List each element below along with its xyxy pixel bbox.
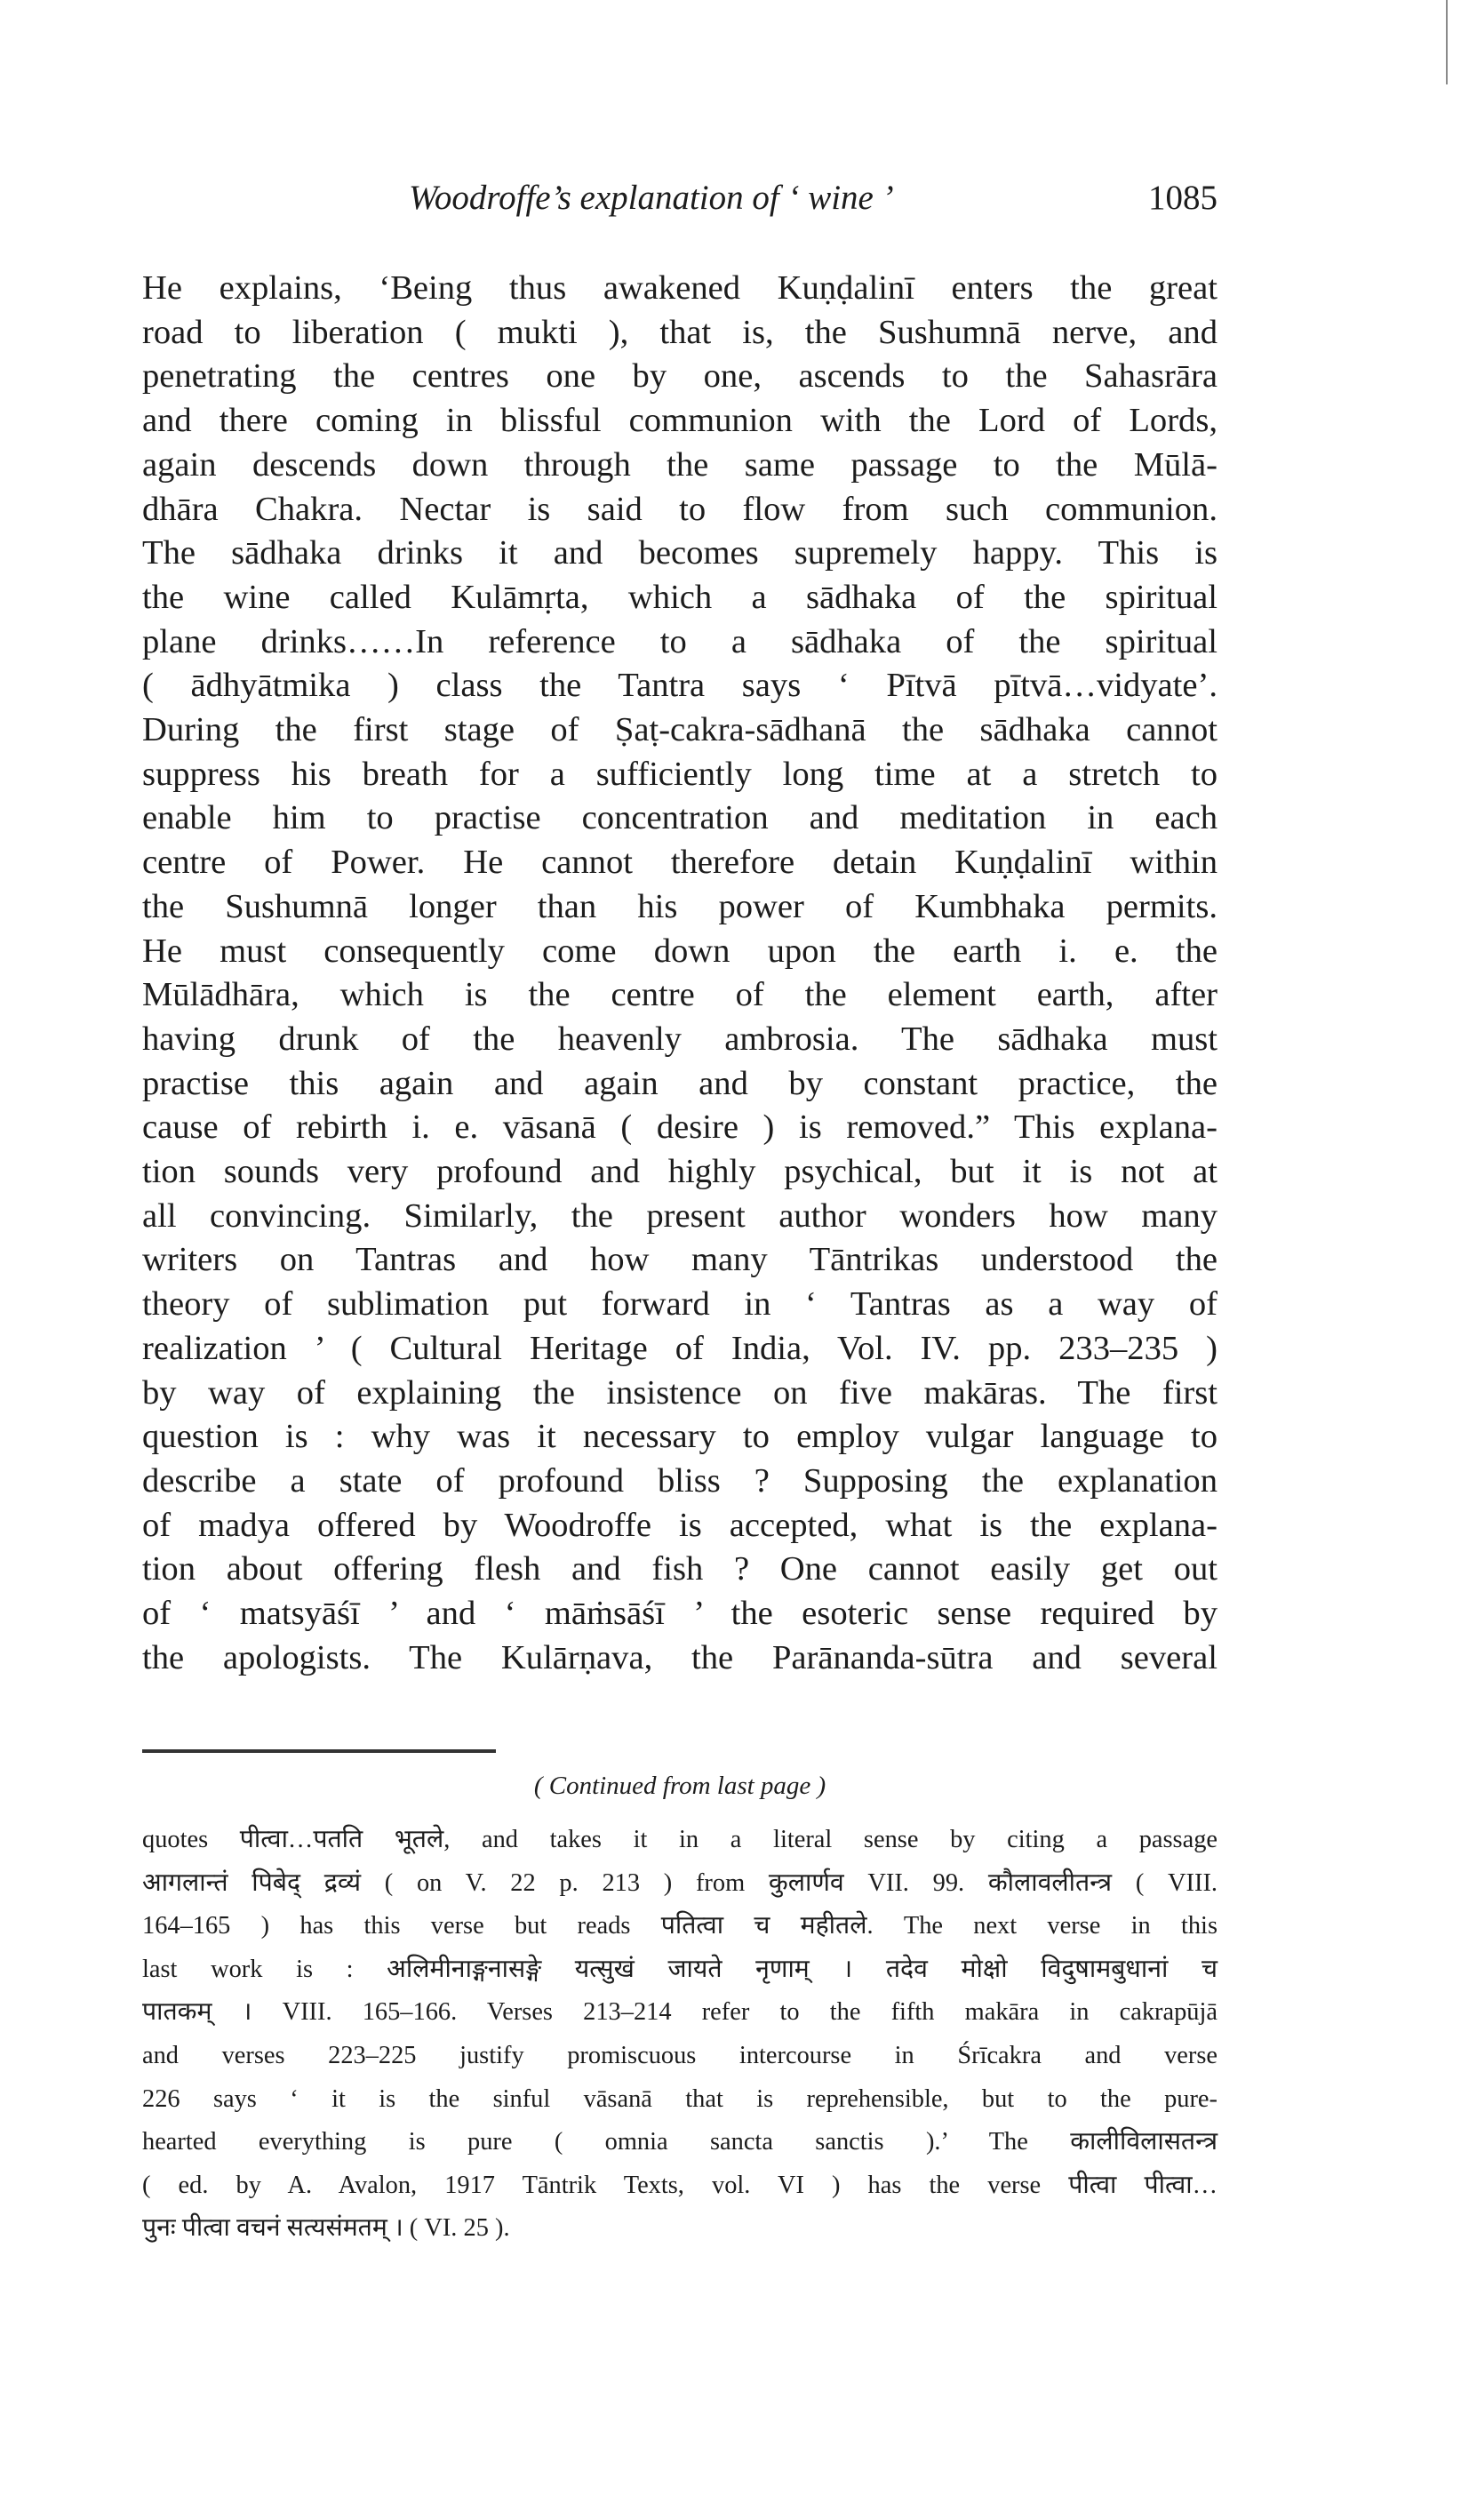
body-text-line: practise this again and again and by constant practice, the <box>142 1064 1218 1102</box>
running-head-title: Woodroffe’s explanation of ‘ wine ’ <box>409 179 894 217</box>
running-head <box>142 178 1218 231</box>
body-text-line: road to liberation ( mukti ), that is, the Sushumnā nerve, and <box>142 313 1218 351</box>
footnote-line: and verses 223–225 justify promiscuous intercourse in Śrīcakra and verse <box>142 2041 1218 2069</box>
body-text-line: question is : why was it necessary to employ vulgar language to <box>142 1418 1218 1456</box>
body-text-line: enable him to practise concentration and meditation in each <box>142 799 1218 837</box>
body-text-line: centre of Power. He cannot therefore detain Kuṇḍalinī within <box>142 844 1218 882</box>
body-text-line: having drunk of the heavenly ambrosia. The sādhaka must <box>142 1020 1218 1058</box>
body-text-line: suppress his breath for a sufficiently long time at a stretch to <box>142 755 1218 793</box>
body-text-line: writers on Tantras and how many Tāntrikas understood the <box>142 1241 1218 1279</box>
body-text-line: the apologists. The Kulārṇava, the Parānanda-sūtra and several <box>142 1638 1218 1676</box>
body-text-line: and there coming in blissful communion with the Lord of Lords, <box>142 402 1218 440</box>
body-text-line: all convincing. Similarly, the present author wonders how many <box>142 1196 1218 1235</box>
footnote-line: quotes पीत्वा…पतति भूतले, and takes it in a literal sense by citing a passage <box>142 1826 1218 1853</box>
footnote-line: पुनः पीत्वा वचनं सत्यसंमतम् । ( VI. 25 ). <box>142 2214 510 2243</box>
body-text-line: penetrating the centres one by one, ascends to the Sahasrāra <box>142 357 1218 396</box>
body-text-line: of madya offered by Woodroffe is accepted, what is the explana- <box>142 1506 1218 1544</box>
body-text-line: tion sounds very profound and highly psychical, but it is not at <box>142 1153 1218 1191</box>
body-text-line: cause of rebirth i. e. vāsanā ( desire ) is removed.” This explana- <box>142 1108 1218 1147</box>
page-edge-line <box>1446 0 1448 84</box>
body-text-line: realization ’ ( Cultural Heritage of India, Vol. IV. pp. 233–235 ) <box>142 1329 1218 1367</box>
footnote-line: पातकम् । VIII. 165–166. Verses 213–214 refer to the fifth makāra in cakrapūjā <box>142 1998 1218 2027</box>
footnote-text <box>142 1819 1218 2251</box>
footnote-continued-note: ( Continued from last page ) <box>533 1772 826 1800</box>
body-text-line: During the first stage of Ṣaṭ-cakra-sādhanā the sādhaka cannot <box>142 711 1218 749</box>
body-text-line: plane drinks……In reference to a sādhaka of the spiritual <box>142 622 1218 660</box>
body-text <box>142 267 1218 1681</box>
body-text-line: Mūlādhāra, which is the centre of the element earth, after <box>142 976 1218 1014</box>
body-text-line: by way of explaining the insistence on five makāras. The first <box>142 1373 1218 1412</box>
body-text-line: the Sushumnā longer than his power of Kumbhaka permits. <box>142 887 1218 925</box>
footnote-line: hearted everything is pure ( omnia sancta sanctis ).’ The कालीविलासतन्त्र <box>142 2128 1218 2156</box>
body-text-line: theory of sublimation put forward in ‘ Tantras as a way of <box>142 1285 1218 1324</box>
body-text-line: The sādhaka drinks it and becomes supremely happy. This is <box>142 534 1218 572</box>
footnote-rule <box>142 1749 496 1753</box>
body-text-line: He must consequently come down upon the earth i. e. the <box>142 932 1218 970</box>
body-text-line: tion about offering flesh and fish ? One cannot easily get out <box>142 1550 1218 1588</box>
footnote-line: 226 says ‘ it is the sinful vāsanā that is reprehensible, but to the pure- <box>142 2084 1218 2113</box>
footnote-line: आगलान्तं पिबेद् द्रव्यं ( on V. 22 p. 213 ) from कुलार्णव VII. 99. कौलावलीतन्त्र ( VIII. <box>142 1868 1218 1897</box>
body-text-line: He explains, ‘Being thus awakened Kuṇḍalinī enters the great <box>142 269 1218 307</box>
body-text-line: ( ādhyātmika ) class the Tantra says ‘ Pītvā pītvā…vidyate’. <box>142 667 1218 705</box>
footnote-line: 164–165 ) has this verse but reads पतित्वा च महीतले. The next verse in this <box>142 1912 1218 1940</box>
page-number: 1085 <box>1148 179 1218 217</box>
body-text-line: again descends down through the same passage to the Mūlā- <box>142 445 1218 484</box>
body-text-line: of ‘ matsyāśī ’ and ‘ māṁsāśī ’ the esoteric sense required by <box>142 1595 1218 1633</box>
body-text-line: describe a state of profound bliss ? Supposing the explanation <box>142 1461 1218 1500</box>
footnote-line: ( ed. by A. Avalon, 1917 Tāntrik Texts, vol. VI ) has the verse पीत्वा पीत्वा… <box>142 2171 1218 2199</box>
footnote-line: last work is : अलिमीनाङ्गनासङ्गे यत्सुखं जायते नृणाम् । तदेव मोक्षो विदुषामबुधानां च <box>142 1955 1218 1983</box>
body-text-line: the wine called Kulāmṛta, which a sādhaka of the spiritual <box>142 578 1218 616</box>
body-text-line: dhāra Chakra. Nectar is said to flow from such communion. <box>142 490 1218 528</box>
